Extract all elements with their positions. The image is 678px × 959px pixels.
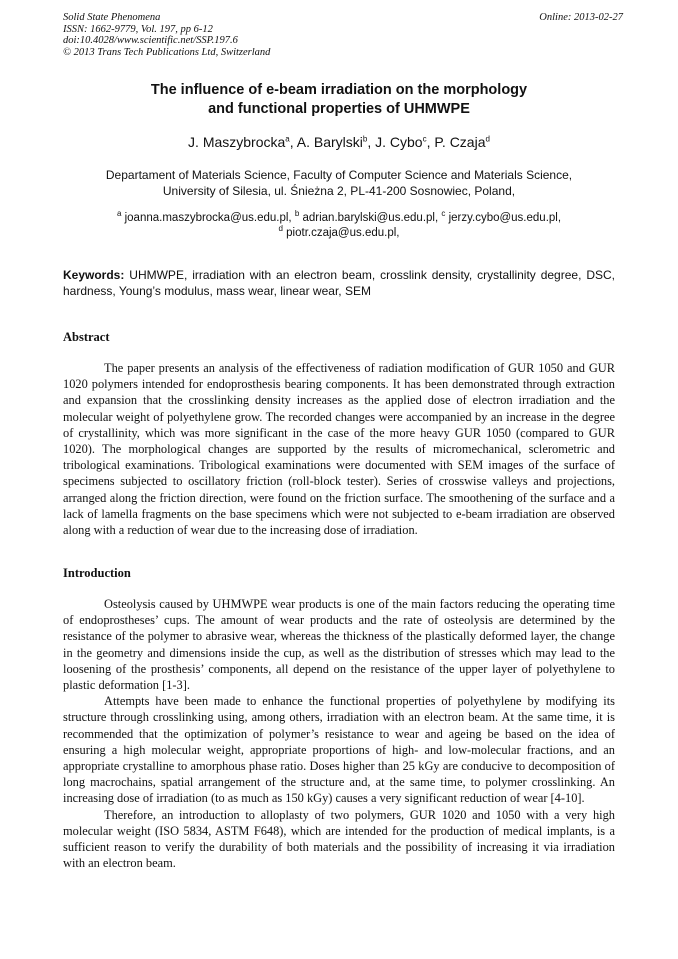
introduction-body [63, 596, 615, 871]
affiliation-line-1: Departament of Materials Science, Faculty of Computer Science and Materials Science, [105, 168, 573, 182]
paper-title [63, 81, 615, 119]
email-mark: a [116, 209, 122, 219]
keywords-label: Keywords: [63, 268, 125, 282]
copyright-line: © 2013 Trans Tech Publications Ltd, Switzerland [63, 46, 271, 58]
email-address[interactable]: joanna.maszybrocka@us.edu.pl, [124, 212, 292, 224]
email-address[interactable]: jerzy.cybo@us.edu.pl, [448, 212, 562, 224]
email-address[interactable]: piotr.czaja@us.edu.pl, [286, 227, 400, 239]
email-line-2 [63, 226, 615, 241]
keywords-text: UHMWPE, irradiation with an electron beam, crosslink density, crystallinity degree, DSC, hardness, Young’s modulus, mass wear, linear wear, SEM [63, 268, 615, 298]
email-list [63, 211, 615, 241]
online-date: Online: 2013-02-27 [539, 12, 623, 23]
introduction-heading: Introduction [63, 566, 131, 580]
author-name: J. Maszybrocka [188, 134, 286, 150]
email-mark: d [278, 224, 283, 234]
email-mark: c [441, 209, 446, 219]
doi-line[interactable]: doi:10.4028/www.scientific.net/SSP.197.6 [63, 35, 238, 46]
journal-header [63, 12, 623, 58]
author-mark: a [285, 134, 290, 144]
author-list: J. Maszybrocka$^a$, A. Barylski$^b$, J. Cybo$^c$, P. Czaja$^d$ [188, 134, 490, 150]
intro-paragraph: Attempts have been made to enhance the functional properties of polyethylene by modifying its structure through crosslinking using, among others, irradiation with an electron beam. At the same time, it is recommended that the optimization of polymer’s resistance to wear and ageing be based on the idea of ensuring a high molecular weight, appropriate proportions of high- and low-molecular fractions, and an appropriate crystalline to amorphous phase ratio. Doses higher than 25 kGy are conducive to decomposition of long macrochains, spatial arrangement of the structure and, at the same time, to polymer crosslinking. An increasing dose of irradiation (to as much as 150 kGy) causes a very significant reduction of wear [4-10]. [63, 694, 615, 806]
intro-paragraph: Therefore, an introduction to alloplasty of two polymers, GUR 1020 and 1050 with a very high molecular weight (ISO 5834, ASTM F648), which are intended for the production of medical implants, is a sufficient reason to verify the durability of both materials and the possibility of increasing it via irradiation with an electron beam. [63, 807, 615, 871]
author-name: A. Barylski [296, 134, 363, 150]
journal-name: Solid State Phenomena [63, 12, 161, 23]
author-name: J. Cybo [375, 134, 423, 150]
author-mark: c [422, 134, 427, 144]
abstract-heading: Abstract [63, 330, 110, 344]
author-mark: b [362, 134, 368, 144]
intro-paragraph: Osteolysis caused by UHMWPE wear products is one of the main factors reducing the operating time of endoprostheses’ cups. The amount of wear products and the rate of osteolysis are determined by the resistance of the polymer to abrasive wear, whereas the thickness of the plastically deformed layer, the change in the geometry and dimensions inside the cup, as well as the distribution of stresses which may lead to the loosening of the prosthesis’ components, all depend on the resistance of the upper layer of polyethylene to plastic deformation [1-3]. [63, 597, 615, 693]
email-address[interactable]: adrian.barylski@us.edu.pl, [302, 212, 439, 224]
issn-line: ISSN: 1662-9779, Vol. 197, pp 6-12 [63, 23, 213, 35]
abstract-body [63, 360, 615, 538]
title-line-1: The influence of e-beam irradiation on the morphology [150, 82, 528, 98]
email-mark: b [294, 209, 300, 219]
abstract-paragraph: The paper presents an analysis of the effectiveness of radiation modification of GUR 1050 and GUR 1020 polymers intended for endoprosthesis bearing components. It has been demonstrated through extraction and expansion that the crosslinking density increases as the applied dose of electron irradiation and the molecular weight of polyethylene grow. The recorded changes were accompanied by an increase in the degree of crystallinity, which was more significant in the case of the more heavy GUR 1050 (compared to GUR 1020). The morphological changes are supported by the results of micromechanical, sclerometric and tribological examinations. Tribological examinations were documented with SEM images of the surface of specimens subjected to oscillatory friction (roll-block tester). Series of crosswise valleys and projections, arranged along the friction direction, were found on the friction surface. The smoothening of the surface and a lack of lamella fragments on the base specimens which were not subjected to e-beam irradiation are observed along with a reduction of wear due to the increasing dose of irradiation. [63, 361, 615, 538]
keywords [63, 268, 615, 299]
email-line-1 [63, 211, 615, 226]
affiliation [63, 167, 615, 199]
affiliation-line-2: University of Silesia, ul. Śnieżna 2, PL-41-200 Sosnowiec, Poland, [162, 184, 516, 198]
title-line-2: and functional properties of UHMWPE [208, 101, 470, 117]
author-name: P. Czaja [434, 134, 486, 150]
author-mark: d [485, 134, 490, 144]
